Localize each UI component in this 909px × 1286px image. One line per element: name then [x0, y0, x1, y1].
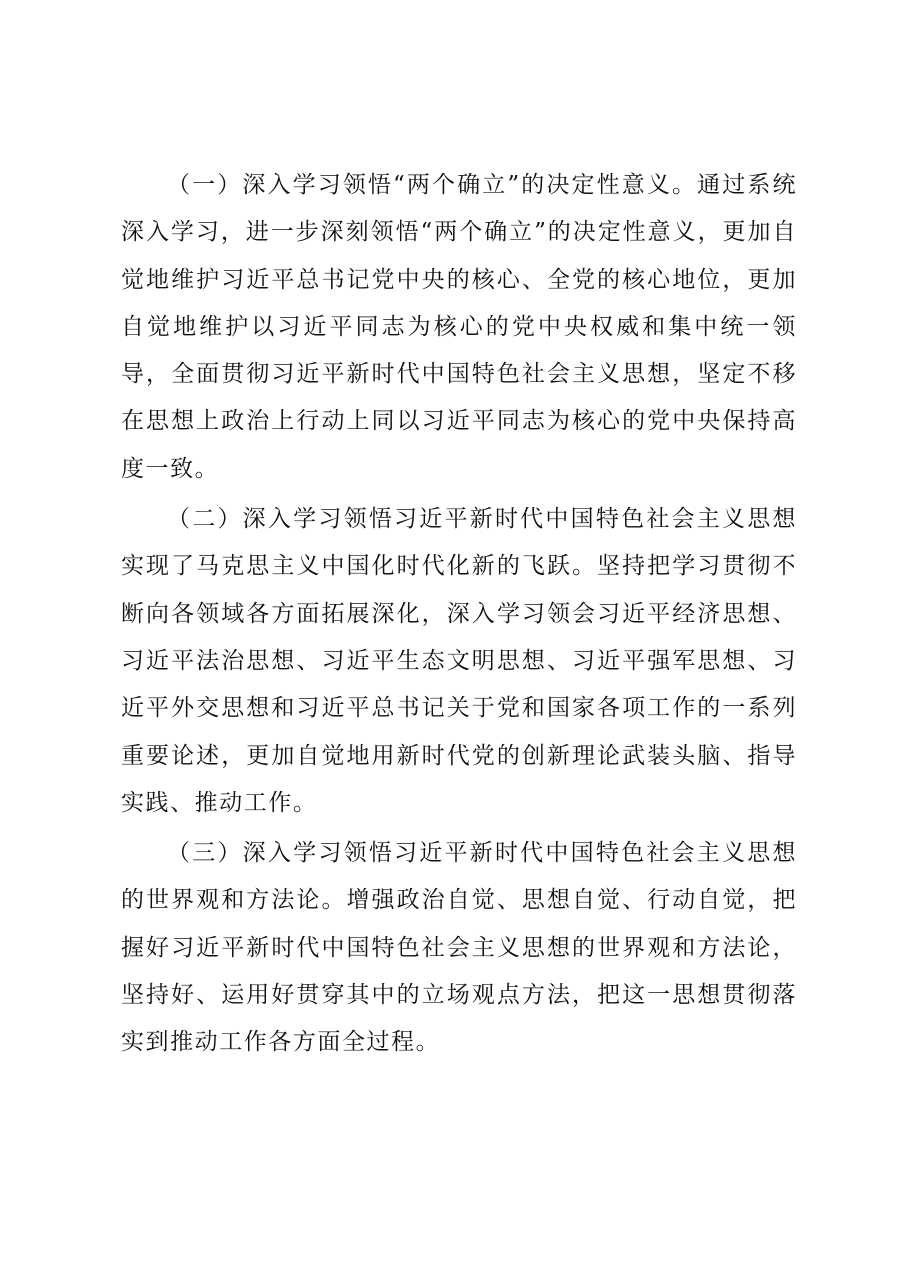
paragraph-1: （一）深入学习领悟“两个确立”的决定性意义。通过系统深入学习，进一步深刻领悟“两个确立”的决定性意义，更加自觉地维护习近平总书记党中央的核心、全党的核心地位，更加自觉地维护以习近平同志为核心的党中央权威和集中统一领导，全面贯彻习近平新时代中国特色社会主义思想，坚定不移在思想上政治上行动上同以习近平同志为核心的党中央保持高度一致。	[121, 172, 797, 482]
document-body	[121, 162, 797, 1070]
paragraph-3: （三）深入学习领悟习近平新时代中国特色社会主义思想的世界观和方法论。增强政治自觉、思想自觉、行动自觉，把握好习近平新时代中国特色社会主义思想的世界观和方法论，坚持好、运用好贯穿其中的立场观点方法，把这一思想贯彻落实到推动工作各方面全过程。	[121, 840, 797, 1056]
paragraph-2: （二）深入学习领悟习近平新时代中国特色社会主义思想实现了马克思主义中国化时代化新的飞跃。坚持把学习贯彻不断向各领域各方面拓展深化，深入学习领会习近平经济思想、习近平法治思想、习近平生态文明思想、习近平强军思想、习近平外交思想和习近平总书记关于党和国家各项工作的一系列重要论述，更加自觉地用新时代党的创新理论武装头脑、指导实践、推动工作。	[121, 506, 797, 816]
